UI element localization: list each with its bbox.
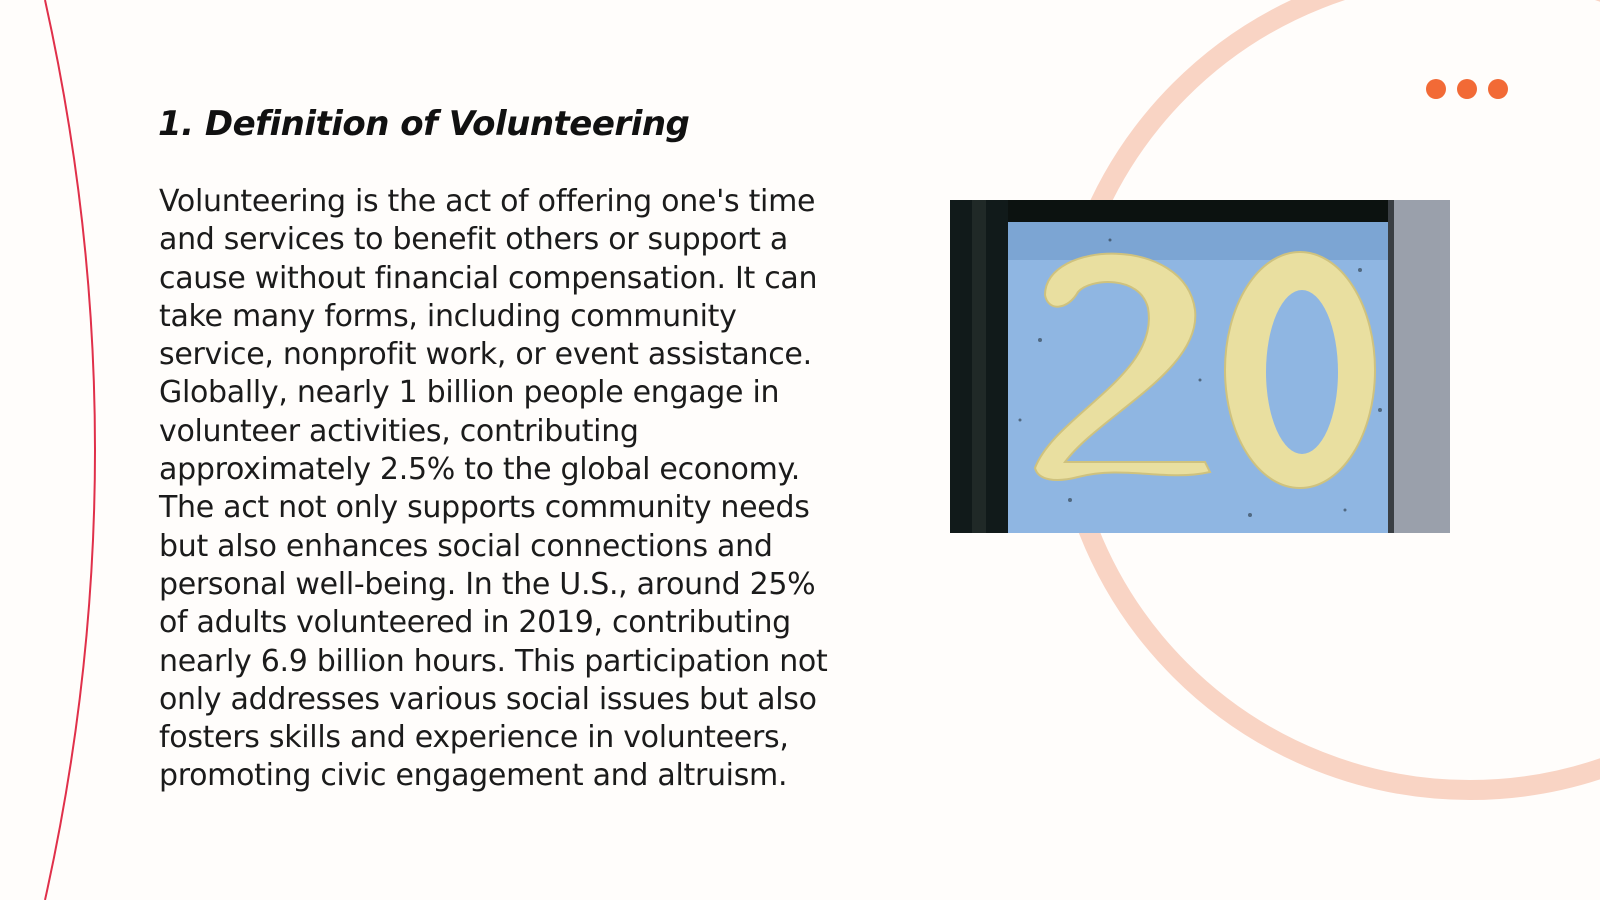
menu-dots bbox=[1426, 79, 1508, 99]
number-20-photo bbox=[950, 200, 1450, 533]
orange-dot-icon bbox=[1488, 79, 1508, 99]
slide-title: 1. Definition of Volunteering bbox=[158, 104, 690, 144]
orange-dot-icon bbox=[1457, 79, 1477, 99]
orange-dot-icon bbox=[1426, 79, 1446, 99]
left-edge-curve bbox=[45, 0, 95, 900]
slide-body-text: Volunteering is the act of offering one's time and services to benefit others or support a cause without financial compensation. It can take many forms, including community service, nonprofit work, or event assistance. Globally, nearly 1 billion people engage in volunteer activities, contributing approximately 2.5% to the global economy. The act not only supports community needs but also enhances social connections and personal well-being. In the U.S., around 25% of adults volunteered in 2019, contributing nearly 6.9 billion hours. This participation not only addresses various social issues but also fosters skills and experience in volunteers, promoting civic engagement and altruism. bbox=[159, 184, 828, 794]
